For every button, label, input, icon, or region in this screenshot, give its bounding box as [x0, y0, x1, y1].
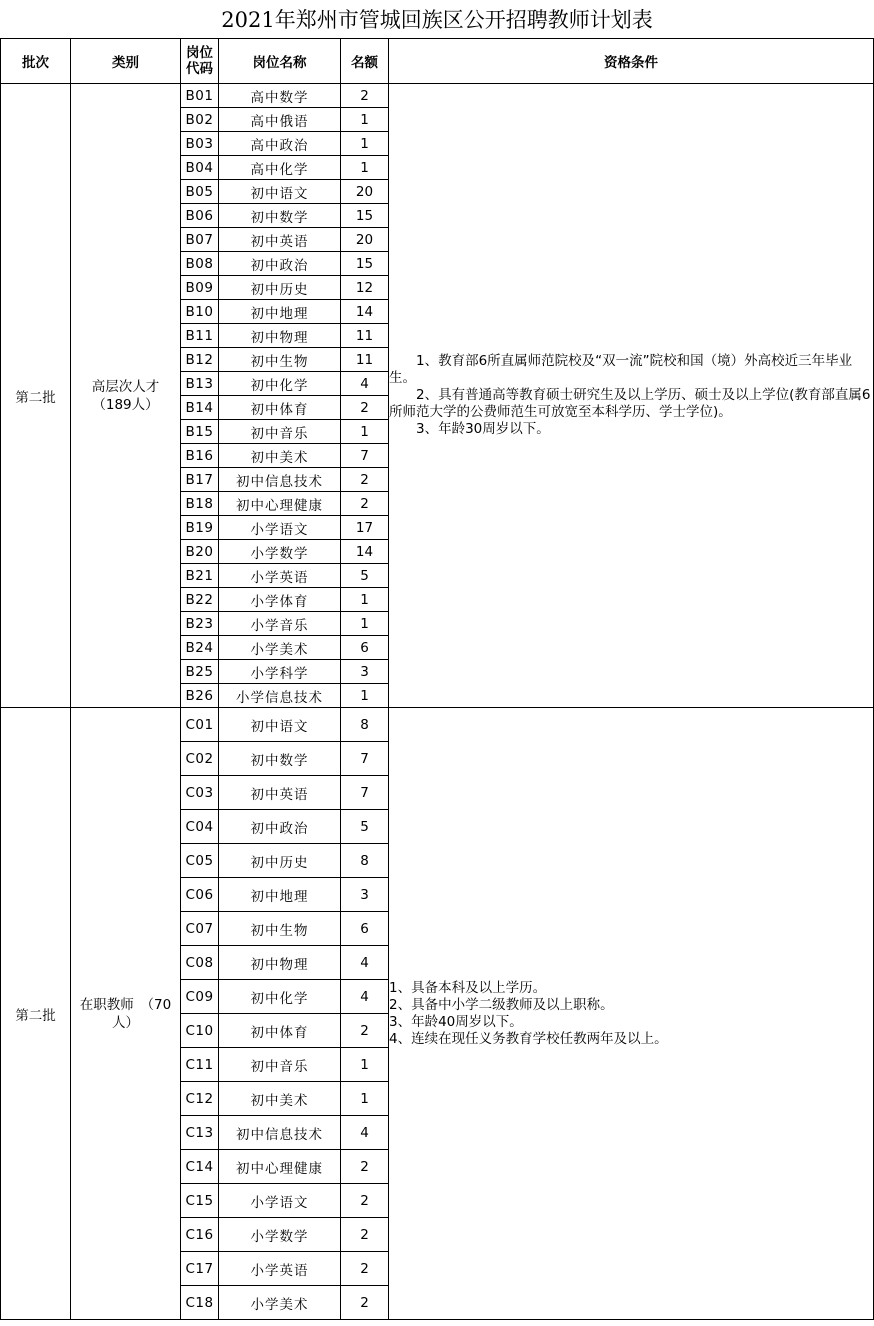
code-cell: C11	[181, 1048, 219, 1082]
quota-cell: 1	[341, 108, 389, 132]
qualification-item: 3、年龄40周岁以下。	[389, 1013, 523, 1030]
quota-cell: 11	[341, 324, 389, 348]
position-cell: 初中历史	[219, 844, 341, 878]
qualification-item: 2、具备中小学二级教师及以上职称。	[389, 996, 614, 1013]
position-cell: 初中地理	[219, 878, 341, 912]
position-cell: 初中数学	[219, 204, 341, 228]
table-row	[1, 84, 874, 108]
quota-cell: 7	[341, 742, 389, 776]
code-cell: C04	[181, 810, 219, 844]
quota-cell: 2	[341, 492, 389, 516]
code-cell: B15	[181, 420, 219, 444]
position-cell: 小学音乐	[219, 612, 341, 636]
code-cell: C12	[181, 1082, 219, 1116]
code-cell: B02	[181, 108, 219, 132]
quota-cell: 8	[341, 708, 389, 742]
code-cell: B11	[181, 324, 219, 348]
quota-cell: 15	[341, 204, 389, 228]
header-position: 岗位名称	[219, 39, 341, 84]
quota-cell: 12	[341, 276, 389, 300]
code-cell: C18	[181, 1286, 219, 1320]
position-cell: 初中语文	[219, 708, 341, 742]
code-cell: C13	[181, 1116, 219, 1150]
position-cell: 小学语文	[219, 1184, 341, 1218]
position-cell: 初中英语	[219, 776, 341, 810]
position-cell: 初中生物	[219, 912, 341, 946]
table-row	[1, 708, 874, 742]
code-cell: C01	[181, 708, 219, 742]
position-cell: 高中政治	[219, 132, 341, 156]
quota-cell: 1	[341, 156, 389, 180]
position-cell: 初中心理健康	[219, 492, 341, 516]
position-cell: 初中地理	[219, 300, 341, 324]
position-cell: 初中生物	[219, 348, 341, 372]
quota-cell: 7	[341, 444, 389, 468]
position-cell: 初中音乐	[219, 420, 341, 444]
position-cell: 小学美术	[219, 636, 341, 660]
header-category: 类别	[71, 39, 181, 84]
quota-cell: 3	[341, 660, 389, 684]
quota-cell: 6	[341, 912, 389, 946]
position-cell: 初中语文	[219, 180, 341, 204]
quota-cell: 4	[341, 980, 389, 1014]
position-cell: 初中音乐	[219, 1048, 341, 1082]
quota-cell: 2	[341, 1218, 389, 1252]
quota-cell: 2	[341, 84, 389, 108]
code-cell: C02	[181, 742, 219, 776]
category-line1: 在职教师 （70	[79, 996, 172, 1013]
quota-cell: 2	[341, 1252, 389, 1286]
quota-cell: 2	[341, 396, 389, 420]
position-cell: 小学英语	[219, 1252, 341, 1286]
position-cell: 小学数学	[219, 540, 341, 564]
position-cell: 初中英语	[219, 228, 341, 252]
qualification-cell	[389, 84, 874, 708]
position-cell: 初中数学	[219, 742, 341, 776]
position-cell: 初中化学	[219, 980, 341, 1014]
code-cell: B01	[181, 84, 219, 108]
quota-cell: 4	[341, 1116, 389, 1150]
code-cell: C17	[181, 1252, 219, 1286]
quota-cell: 6	[341, 636, 389, 660]
code-cell: C15	[181, 1184, 219, 1218]
quota-cell: 4	[341, 946, 389, 980]
quota-cell: 20	[341, 180, 389, 204]
position-cell: 小学信息技术	[219, 684, 341, 708]
code-cell: B08	[181, 252, 219, 276]
quota-cell: 4	[341, 372, 389, 396]
position-cell: 初中体育	[219, 396, 341, 420]
position-cell: 高中数学	[219, 84, 341, 108]
position-cell: 小学数学	[219, 1218, 341, 1252]
quota-cell: 7	[341, 776, 389, 810]
quota-cell: 1	[341, 1082, 389, 1116]
code-cell: B20	[181, 540, 219, 564]
position-cell: 初中政治	[219, 810, 341, 844]
code-cell: B18	[181, 492, 219, 516]
position-cell: 初中历史	[219, 276, 341, 300]
quota-cell: 11	[341, 348, 389, 372]
position-cell: 初中美术	[219, 444, 341, 468]
quota-cell: 5	[341, 810, 389, 844]
position-cell: 初中物理	[219, 324, 341, 348]
code-cell: B12	[181, 348, 219, 372]
recruitment-table	[0, 38, 874, 1320]
code-cell: C03	[181, 776, 219, 810]
quota-cell: 1	[341, 612, 389, 636]
header-qualification: 资格条件	[389, 39, 874, 84]
batch-cell: 第二批	[1, 84, 71, 708]
quota-cell: 2	[341, 1014, 389, 1048]
code-cell: B06	[181, 204, 219, 228]
code-cell: B05	[181, 180, 219, 204]
code-cell: C14	[181, 1150, 219, 1184]
code-cell: B17	[181, 468, 219, 492]
quota-cell: 2	[341, 1184, 389, 1218]
header-code-line1: 岗位	[186, 45, 213, 61]
code-cell: B14	[181, 396, 219, 420]
code-cell: B26	[181, 684, 219, 708]
quota-cell: 3	[341, 878, 389, 912]
position-cell: 初中信息技术	[219, 1116, 341, 1150]
code-cell: B16	[181, 444, 219, 468]
code-cell: B09	[181, 276, 219, 300]
quota-cell: 2	[341, 468, 389, 492]
code-cell: B23	[181, 612, 219, 636]
page-title: 2021年郑州市管城回族区公开招聘教师计划表	[221, 8, 653, 32]
qualification-item: 1、具备本科及以上学历。	[389, 979, 547, 996]
category-line2: 人）	[112, 1014, 139, 1031]
code-cell: B24	[181, 636, 219, 660]
quota-cell: 2	[341, 1150, 389, 1184]
position-cell: 初中体育	[219, 1014, 341, 1048]
table-header	[1, 39, 874, 84]
position-cell: 小学科学	[219, 660, 341, 684]
code-cell: B03	[181, 132, 219, 156]
code-cell: B07	[181, 228, 219, 252]
position-cell: 初中政治	[219, 252, 341, 276]
category-line1: 高层次人才	[91, 378, 160, 395]
quota-cell: 1	[341, 1048, 389, 1082]
quota-cell: 15	[341, 252, 389, 276]
code-cell: B13	[181, 372, 219, 396]
code-cell: B04	[181, 156, 219, 180]
code-cell: C05	[181, 844, 219, 878]
table-body	[1, 84, 874, 1320]
quota-cell: 17	[341, 516, 389, 540]
quota-cell: 1	[341, 684, 389, 708]
code-cell: B10	[181, 300, 219, 324]
quota-cell: 14	[341, 540, 389, 564]
code-cell: B25	[181, 660, 219, 684]
code-cell: B21	[181, 564, 219, 588]
header-quota: 名额	[341, 39, 389, 84]
code-cell: B22	[181, 588, 219, 612]
code-cell: C09	[181, 980, 219, 1014]
category-cell	[71, 84, 181, 708]
position-cell: 高中化学	[219, 156, 341, 180]
quota-cell: 8	[341, 844, 389, 878]
code-cell: B19	[181, 516, 219, 540]
category-line2: （189人）	[92, 396, 159, 413]
qualification-item: 3、年龄30周岁以下。	[416, 421, 550, 437]
code-cell: C10	[181, 1014, 219, 1048]
position-cell: 小学体育	[219, 588, 341, 612]
code-cell: C07	[181, 912, 219, 946]
position-cell: 初中化学	[219, 372, 341, 396]
position-cell: 初中美术	[219, 1082, 341, 1116]
code-cell: C06	[181, 878, 219, 912]
header-code-line2: 代码	[186, 61, 213, 77]
quota-cell: 2	[341, 1286, 389, 1320]
quota-cell: 14	[341, 300, 389, 324]
position-cell: 初中物理	[219, 946, 341, 980]
position-cell: 小学美术	[219, 1286, 341, 1320]
quota-cell: 1	[341, 588, 389, 612]
quota-cell: 1	[341, 132, 389, 156]
code-cell: C08	[181, 946, 219, 980]
quota-cell: 20	[341, 228, 389, 252]
code-cell: C16	[181, 1218, 219, 1252]
quota-cell: 1	[341, 420, 389, 444]
quota-cell: 5	[341, 564, 389, 588]
qualification-cell	[389, 708, 874, 1320]
batch-cell: 第二批	[1, 708, 71, 1320]
header-batch: 批次	[1, 39, 71, 84]
position-cell: 初中信息技术	[219, 468, 341, 492]
position-cell: 小学英语	[219, 564, 341, 588]
position-cell: 小学语文	[219, 516, 341, 540]
header-code	[181, 39, 219, 84]
qualification-item: 2、具有普通高等教育硕士研究生及以上学历、硕士及以上学位(教育部直属6所师范大学的公费师范生可放宽至本科学历、学士学位)。	[389, 387, 871, 420]
position-cell: 初中心理健康	[219, 1150, 341, 1184]
qualification-item: 1、教育部6所直属师范院校及“双一流”院校和国（境）外高校近三年毕业生。	[389, 353, 853, 386]
qualification-item: 4、连续在现任义务教育学校任教两年及以上。	[389, 1030, 668, 1047]
position-cell: 高中俄语	[219, 108, 341, 132]
category-cell	[71, 708, 181, 1320]
